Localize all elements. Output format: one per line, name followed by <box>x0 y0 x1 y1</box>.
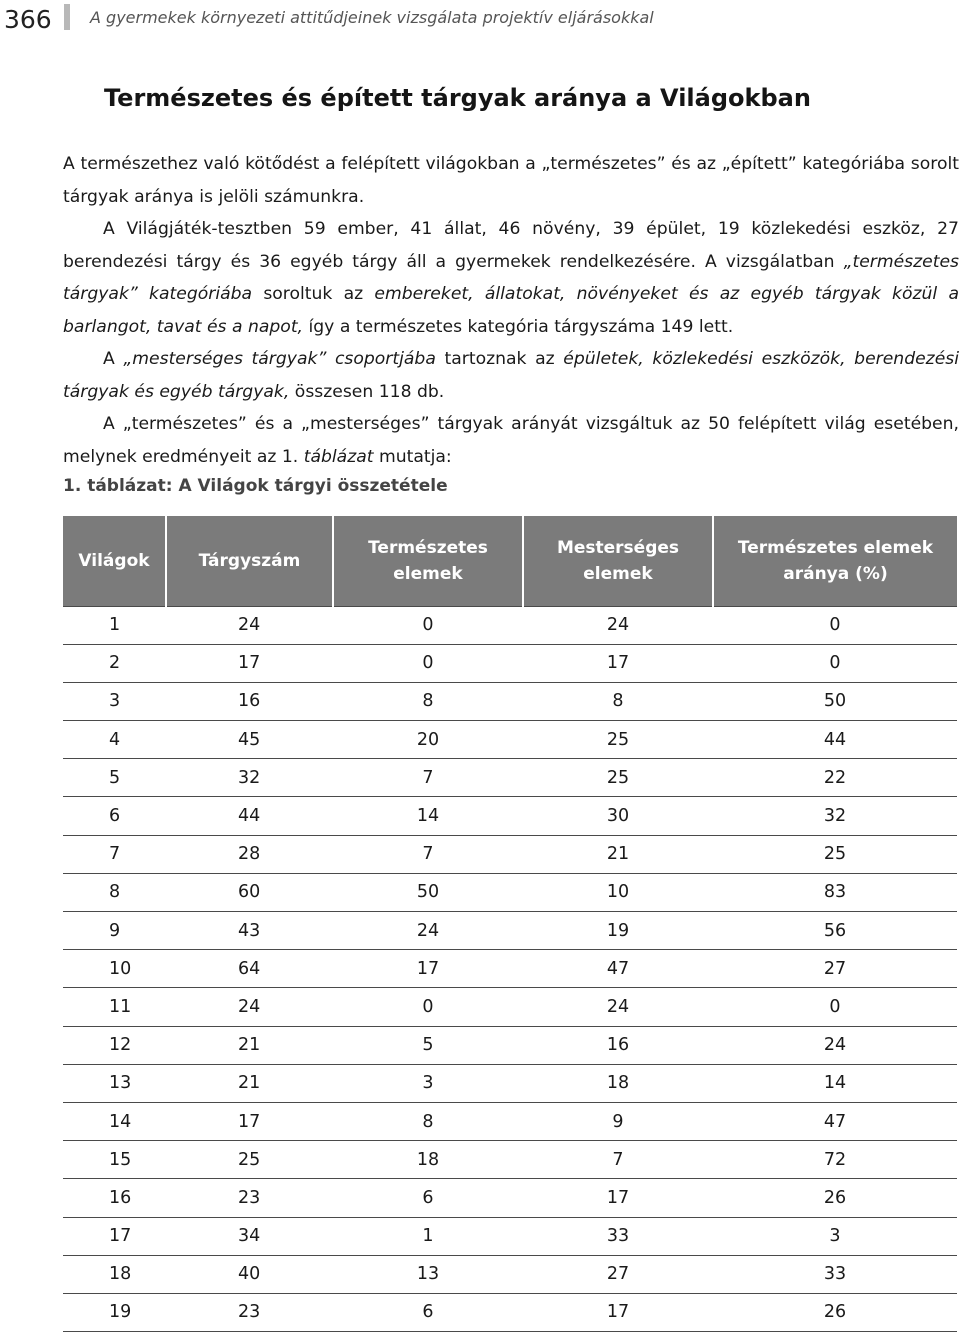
table-cell: 43 <box>166 912 333 950</box>
table-cell: 16 <box>63 1179 166 1217</box>
table-cell: 47 <box>523 950 713 988</box>
table-cell: 28 <box>166 835 333 873</box>
table-cell: 0 <box>713 606 957 644</box>
body-text <box>63 148 959 473</box>
table-cell: 18 <box>333 1141 523 1179</box>
table-cell: 34 <box>166 1217 333 1255</box>
table-cell: 13 <box>333 1255 523 1293</box>
table-cell: 7 <box>63 835 166 873</box>
text-run: mutatja: <box>373 446 452 467</box>
table-cell: 15 <box>63 1141 166 1179</box>
table-cell: 23 <box>166 1293 333 1331</box>
table-row <box>63 1141 957 1179</box>
table-caption: 1. táblázat: A Világok tárgyi összetétele <box>63 476 448 496</box>
table-row <box>63 1293 957 1331</box>
running-title: A gyermekek környezeti attitűdjeinek vizsgálata projektív eljárásokkal <box>90 8 654 27</box>
table-row <box>63 912 957 950</box>
table-cell: 24 <box>523 606 713 644</box>
text-run: A természethez való kötődést a felépített világokban a „természetes” és az „épített” kategóriába sorolt tárgyak aránya is jelöli számunkra. <box>63 154 959 207</box>
table-cell: 21 <box>523 835 713 873</box>
table-cell: 6 <box>63 797 166 835</box>
section-title: Természetes és épített tárgyak aránya a Világokban <box>104 84 811 112</box>
table-row <box>63 606 957 644</box>
table-cell: 8 <box>523 682 713 720</box>
table-cell: 6 <box>333 1293 523 1331</box>
table-cell: 16 <box>523 1026 713 1064</box>
table-cell: 7 <box>333 759 523 797</box>
table-cell: 9 <box>63 912 166 950</box>
italic-text: épületek, közlekedési eszközök, berendezési tárgyak és egyéb tárgyak, <box>63 349 960 402</box>
table-cell: 23 <box>166 1179 333 1217</box>
table-cell: 25 <box>166 1141 333 1179</box>
table-cell: 40 <box>166 1255 333 1293</box>
table-cell: 17 <box>166 1102 333 1140</box>
table-cell: 32 <box>166 759 333 797</box>
data-table <box>63 516 957 1332</box>
table-cell: 44 <box>166 797 333 835</box>
table-cell: 32 <box>713 797 957 835</box>
table-row <box>63 759 957 797</box>
table-cell: 0 <box>713 644 957 682</box>
table-cell: 17 <box>523 644 713 682</box>
table-cell: 64 <box>166 950 333 988</box>
table-header-row <box>63 516 957 606</box>
table-cell: 24 <box>166 606 333 644</box>
table-cell: 30 <box>523 797 713 835</box>
table-cell: 14 <box>713 1064 957 1102</box>
table-cell: 21 <box>166 1064 333 1102</box>
column-header-mesterseges: Mesterséges elemek <box>523 516 713 606</box>
table-cell: 18 <box>523 1064 713 1102</box>
table-row <box>63 988 957 1026</box>
table-row <box>63 682 957 720</box>
table-cell: 72 <box>713 1141 957 1179</box>
table-cell: 27 <box>713 950 957 988</box>
table-body <box>63 606 957 1332</box>
text-run: összesen 118 db. <box>289 381 445 402</box>
table-cell: 24 <box>523 988 713 1026</box>
text-run: tartoznak az <box>435 349 564 369</box>
table-cell: 4 <box>63 721 166 759</box>
table-cell: 19 <box>523 912 713 950</box>
table-cell: 17 <box>333 950 523 988</box>
table-cell: 17 <box>523 1179 713 1217</box>
table-cell: 3 <box>713 1217 957 1255</box>
table-cell: 24 <box>166 988 333 1026</box>
table-cell: 45 <box>166 721 333 759</box>
table-row <box>63 1102 957 1140</box>
text-run: így a természetes kategória tárgyszáma 149 lett. <box>303 316 734 337</box>
table-cell: 83 <box>713 873 957 911</box>
table-cell: 16 <box>166 682 333 720</box>
table-cell: 22 <box>713 759 957 797</box>
table-cell: 24 <box>713 1026 957 1064</box>
table-cell: 44 <box>713 721 957 759</box>
table-cell: 25 <box>523 721 713 759</box>
table-row <box>63 835 957 873</box>
table-row <box>63 1217 957 1255</box>
table-cell: 9 <box>523 1102 713 1140</box>
table-cell: 7 <box>333 835 523 873</box>
table-cell: 17 <box>166 644 333 682</box>
table-cell: 47 <box>713 1102 957 1140</box>
table-cell: 50 <box>333 873 523 911</box>
table-cell: 6 <box>333 1179 523 1217</box>
text-run: A <box>103 349 124 369</box>
table-cell: 50 <box>713 682 957 720</box>
text-run: soroltuk az <box>252 284 375 304</box>
table-cell: 21 <box>166 1026 333 1064</box>
table-row <box>63 873 957 911</box>
table-cell: 5 <box>63 759 166 797</box>
table-cell: 5 <box>333 1026 523 1064</box>
table-cell: 1 <box>63 606 166 644</box>
table-cell: 17 <box>523 1293 713 1331</box>
table-cell: 33 <box>713 1255 957 1293</box>
table-cell: 19 <box>63 1293 166 1331</box>
paragraph <box>63 343 959 408</box>
table-cell: 8 <box>63 873 166 911</box>
table-cell: 17 <box>63 1217 166 1255</box>
text-run: A Világjáték-tesztben 59 ember, 41 állat, 46 növény, 39 épület, 19 közlekedési eszköz, 27 berendezési tárgy és 36 egyéb tárgy áll a gyermekek rendelkezésére. A vizsgálatban <box>63 219 959 272</box>
italic-text: embereket, állatokat, növényeket és az egyéb tárgyak közül a barlangot, tavat és a napot, <box>63 284 959 337</box>
table-cell: 14 <box>333 797 523 835</box>
page-number: 366 <box>4 5 52 34</box>
table-row <box>63 797 957 835</box>
table-cell: 8 <box>333 1102 523 1140</box>
header-divider <box>64 4 70 30</box>
table-cell: 10 <box>63 950 166 988</box>
italic-text: „mesterséges tárgyak” csoportjába <box>123 349 436 369</box>
table-cell: 7 <box>523 1141 713 1179</box>
paragraph <box>63 148 959 213</box>
table-cell: 20 <box>333 721 523 759</box>
table-cell: 12 <box>63 1026 166 1064</box>
table-cell: 2 <box>63 644 166 682</box>
table-cell: 25 <box>523 759 713 797</box>
table-row <box>63 1179 957 1217</box>
paragraph <box>63 408 959 473</box>
column-header-arany: Természetes elemek aránya (%) <box>713 516 957 606</box>
table-row <box>63 644 957 682</box>
table-cell: 0 <box>333 606 523 644</box>
table-cell: 24 <box>333 912 523 950</box>
page-header <box>0 0 960 40</box>
table-cell: 60 <box>166 873 333 911</box>
table-row <box>63 721 957 759</box>
table-cell: 10 <box>523 873 713 911</box>
italic-text: „természetes tárgyak” kategóriába <box>63 251 959 304</box>
table-row <box>63 1064 957 1102</box>
table-cell: 26 <box>713 1293 957 1331</box>
table-cell: 56 <box>713 912 957 950</box>
table-cell: 25 <box>713 835 957 873</box>
table-cell: 18 <box>63 1255 166 1293</box>
table-cell: 0 <box>333 644 523 682</box>
table-cell: 33 <box>523 1217 713 1255</box>
table-cell: 1 <box>333 1217 523 1255</box>
table-cell: 27 <box>523 1255 713 1293</box>
column-header-vilagok: Világok <box>63 516 166 606</box>
text-run: A „természetes” és a „mesterséges” tárgyak arányát vizsgáltuk az 50 felépített világ esetében, melynek eredményeit az 1. <box>63 414 959 467</box>
italic-text: táblázat <box>303 446 374 467</box>
table-cell: 3 <box>333 1064 523 1102</box>
column-header-termeszetes: Természetes elemek <box>333 516 523 606</box>
table-cell: 0 <box>713 988 957 1026</box>
table-cell: 14 <box>63 1102 166 1140</box>
table-row <box>63 1026 957 1064</box>
table-cell: 13 <box>63 1064 166 1102</box>
table-row <box>63 1255 957 1293</box>
table-cell: 3 <box>63 682 166 720</box>
table-cell: 8 <box>333 682 523 720</box>
column-header-targyszam: Tárgyszám <box>166 516 333 606</box>
table-cell: 11 <box>63 988 166 1026</box>
paragraph <box>63 213 959 343</box>
table-cell: 26 <box>713 1179 957 1217</box>
table-cell: 0 <box>333 988 523 1026</box>
table-row <box>63 950 957 988</box>
